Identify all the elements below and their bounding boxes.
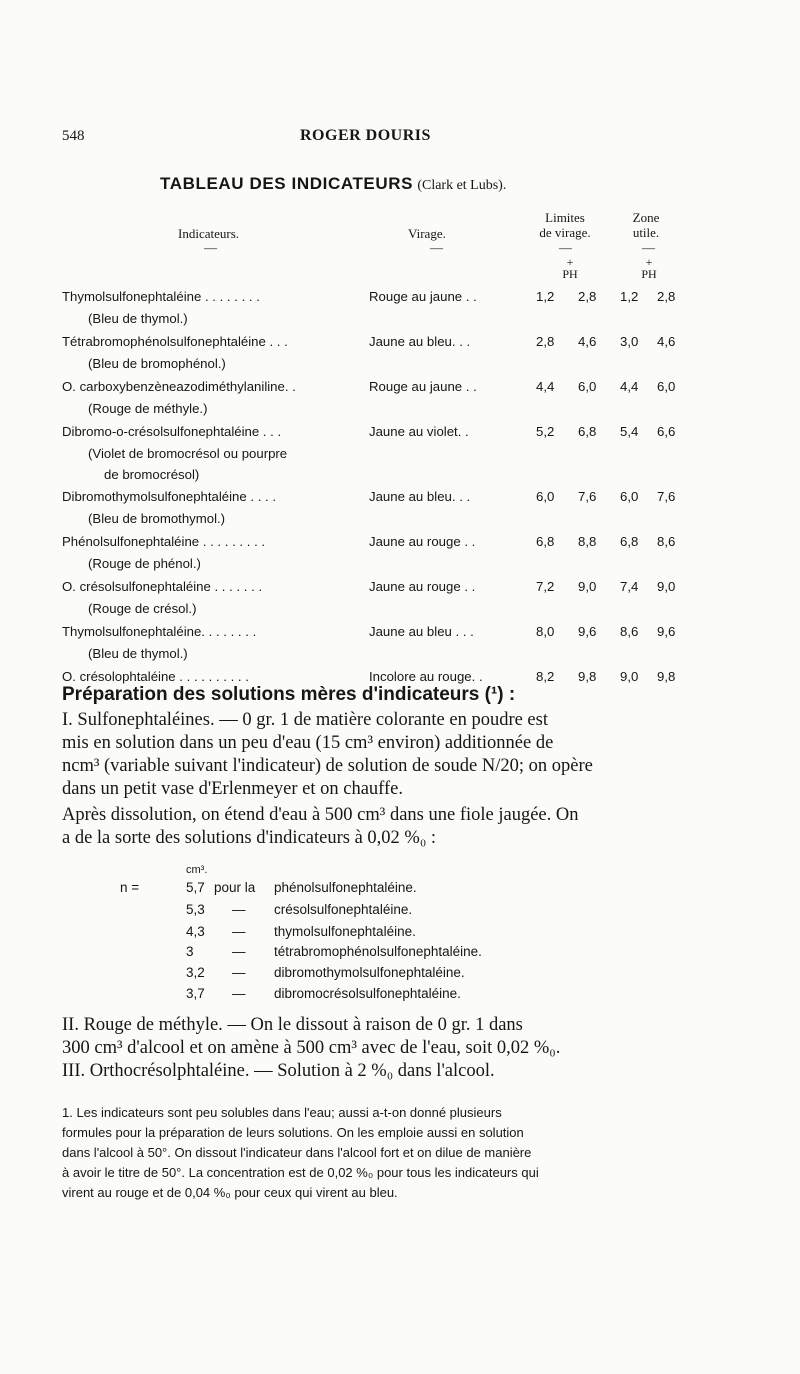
footnote-line: à avoir le titre de 50°. La concentration est de 0,02 %₀ pour tous les indicateurs qui [62,1165,539,1180]
zone-low: 6,8 [620,534,639,549]
zone-high: 9,0 [657,579,676,594]
indicator-virage: Rouge au jaune . . [369,289,477,304]
ph-label: PH [562,267,578,281]
table-title [160,174,506,194]
n-value: 5,3 [186,902,205,917]
paragraph-line: a de la sorte des solutions d'indicateurs à 0,02 %₀ : [62,828,437,848]
limit-low: 6,8 [536,534,555,549]
zone-low: 7,4 [620,579,639,594]
zone-high: 6,6 [657,424,676,439]
zone-high: 7,6 [657,489,676,504]
header-dash: — [204,240,217,255]
zone-high: 4,6 [657,334,676,349]
indicator-virage: Jaune au bleu. . . [369,334,471,349]
indicator-name: Dibromothymolsulfonephtaléine . . . . [62,489,277,504]
n-indicator-name: tétrabromophénolsulfonephtaléine. [274,944,482,959]
n-value: 3,7 [186,986,205,1001]
zone-low: 6,0 [620,489,639,504]
paragraph-line: dans un petit vase d'Erlenmeyer et on chauffe. [62,779,404,799]
limit-high: 9,0 [578,579,597,594]
indicator-name: Thymolsulfonephtaléine. . . . . . . . [62,624,257,639]
limit-low: 4,4 [536,379,555,394]
n-value: 3,2 [186,965,205,980]
n-separator: — [232,902,246,917]
zone-low: 1,2 [620,289,639,304]
header-zone-line1: Zone [632,210,660,225]
limit-low: 6,0 [536,489,555,504]
zone-high: 8,6 [657,534,676,549]
indicator-common-name: (Rouge de phénol.) [88,556,201,571]
paragraph-line: III. Orthocrésolphtaléine. — Solution à 2 %₀ dans l'alcool. [62,1061,495,1081]
header-limits-line2: de virage. [539,225,591,240]
indicator-virage: Jaune au bleu . . . [369,624,474,639]
n-value: 4,3 [186,924,205,939]
header-virage: Virage. [408,226,446,241]
zone-low: 9,0 [620,669,639,684]
footnote-line: virent au rouge et de 0,04 %₀ pour ceux qui virent au bleu. [62,1185,398,1200]
ph-label: PH [641,267,657,281]
indicator-common-name: (Bleu de bromophénol.) [88,356,226,371]
footnote-line: formules pour la préparation de leurs solutions. On les emploie aussi en solution [62,1125,524,1140]
indicator-name: O. carboxybenzèneazodiméthylaniline. . [62,379,296,394]
paragraph-line: II. Rouge de méthyle. — On le dissout à raison de 0 gr. 1 dans [62,1015,523,1035]
indicator-virage: Rouge au jaune . . [369,379,477,394]
indicator-virage: Jaune au bleu. . . [369,489,471,504]
footnote-line: dans l'alcool à 50°. On dissout l'indicateur dans l'alcool fort et on dilue de manière [62,1145,532,1160]
header-limits-line1: Limites [545,210,585,225]
paragraph-line: mis en solution dans un peu d'eau (15 cm³ environ) additionnée de [62,733,554,753]
indicator-common-name: (Rouge de méthyle.) [88,401,208,416]
zone-high: 6,0 [657,379,676,394]
table-title-sub: (Clark et Lubs). [417,178,507,193]
n-lead: n = [120,880,140,895]
limit-low: 8,2 [536,669,555,684]
footnote-line: 1. Les indicateurs sont peu solubles dans l'eau; aussi a-t-on donné plusieurs [62,1105,502,1120]
header-dash: — [430,240,443,255]
n-separator: — [232,965,246,980]
table-title-main: TABLEAU DES INDICATEURS [160,174,414,193]
indicator-name: Thymolsulfonephtaléine . . . . . . . . [62,289,260,304]
limit-high: 7,6 [578,489,597,504]
paragraph-sulfonephtaleines [62,709,674,801]
limit-low: 1,2 [536,289,555,304]
footnote [62,1103,672,1203]
indicator-name: O. crésolophtaléine . . . . . . . . . . [62,669,249,684]
ph-header-zone [635,256,663,280]
indicator-name: Phénolsulfonephtaléine . . . . . . . . . [62,534,266,549]
indicator-virage: Jaune au rouge . . [369,579,476,594]
limit-high: 9,6 [578,624,597,639]
indicator-common-name: (Violet de bromocrésol ou pourpre [88,446,288,461]
paragraph-line: ncm³ (variable suivant l'indicateur) de solution de soude N/20; on opère [62,756,593,776]
page-number: 548 [62,128,85,144]
limit-high: 2,8 [578,289,597,304]
limit-low: 7,2 [536,579,555,594]
indicator-name: Tétrabromophénolsulfonephtaléine . . . [62,334,288,349]
paragraph-line: Après dissolution, on étend d'eau à 500 cm³ dans une fiole jaugée. On [62,805,579,825]
n-separator: — [232,944,246,959]
section-title: Préparation des solutions mères d'indicateurs (¹) : [62,684,516,705]
paragraph-line: I. Sulfonephtaléines. — 0 gr. 1 de matière colorante en poudre est [62,710,548,730]
indicator-common-name: de bromocrésol) [104,467,200,482]
zone-low: 3,0 [620,334,639,349]
n-separator: pour la [214,880,256,895]
zone-high: 9,8 [657,669,676,684]
indicator-common-name: (Bleu de thymol.) [88,311,188,326]
indicator-virage: Jaune au violet. . [369,424,469,439]
header-dash: — [642,240,655,255]
ph-plus-symbol: + [566,255,574,269]
n-value: 5,7 [186,880,205,895]
zone-low: 5,4 [620,424,639,439]
ph-header-limits [556,256,584,280]
n-separator: — [232,924,246,939]
indicator-common-name: (Rouge de crésol.) [88,601,197,616]
limit-high: 8,8 [578,534,597,549]
running-title: ROGER DOURIS [300,127,431,144]
limit-low: 8,0 [536,624,555,639]
indicator-name: Dibromo-o-crésolsulfonephtaléine . . . [62,424,282,439]
indicator-common-name: (Bleu de thymol.) [88,646,188,661]
zone-low: 8,6 [620,624,639,639]
n-unit: cm³. [186,864,208,876]
limit-high: 6,8 [578,424,597,439]
header-dash: — [559,240,572,255]
paragraph-dissolution [62,804,674,850]
zone-high: 2,8 [657,289,676,304]
indicator-virage: Incolore au rouge. . [369,669,483,684]
indicator-common-name: (Bleu de bromothymol.) [88,511,226,526]
ph-plus-symbol: + [645,255,653,269]
n-indicator-name: dibromocrésolsulfonephtaléine. [274,986,461,1001]
limit-low: 2,8 [536,334,555,349]
zone-high: 9,6 [657,624,676,639]
header-zone-line2: utile. [632,225,660,240]
zone-low: 4,4 [620,379,639,394]
indicator-name: O. crésolsulfonephtaléine . . . . . . . [62,579,263,594]
n-value: 3 [186,944,194,959]
limit-high: 6,0 [578,379,597,394]
paragraph-line: 300 cm³ d'alcool et on amène à 500 cm³ avec de l'eau, soit 0,02 %₀. [62,1038,561,1058]
limit-high: 9,8 [578,669,597,684]
n-indicator-name: crésolsulfonephtaléine. [274,902,413,917]
header-limits [525,210,605,240]
paragraph-methyl-red [62,1014,674,1083]
n-indicator-name: thymolsulfonephtaléine. [274,924,416,939]
header-indicators: Indicateurs. [178,226,240,241]
n-indicator-name: phénolsulfonephtaléine. [274,880,417,895]
indicator-virage: Jaune au rouge . . [369,534,476,549]
limit-high: 4,6 [578,334,597,349]
n-separator: — [232,986,246,1001]
limit-low: 5,2 [536,424,555,439]
header-zone [618,210,674,240]
n-indicator-name: dibromothymolsulfonephtaléine. [274,965,465,980]
